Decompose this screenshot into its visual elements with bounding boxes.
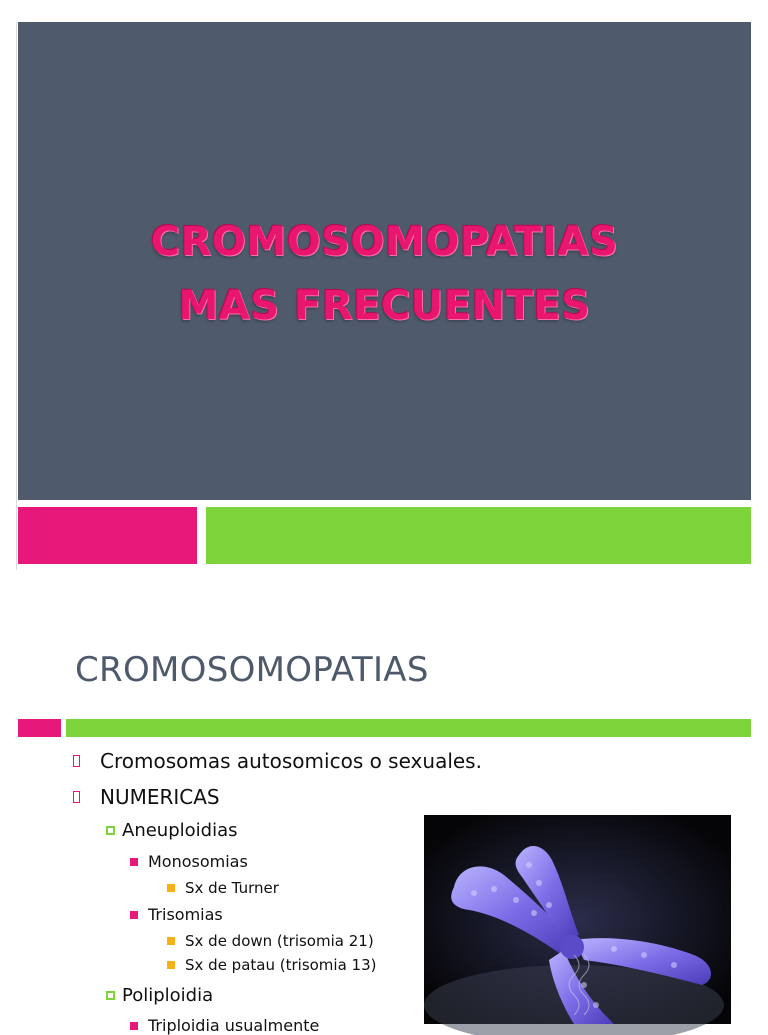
bullet-icon (73, 755, 80, 767)
title-slide-panel (18, 22, 751, 500)
bullet-item (130, 852, 248, 871)
bullet-item (73, 749, 482, 773)
slide-border-line (16, 22, 17, 570)
chromosome-illustration (424, 815, 731, 1024)
slide-title: CROMOSOMOPATIAS (75, 650, 429, 690)
bullet-text: Sx de Turner (185, 879, 279, 897)
bullet-item (130, 1016, 319, 1035)
bullet-text: Cromosomas autosomicos o sexuales. (100, 749, 482, 773)
square-bullet-icon (106, 826, 115, 835)
bullet-text: Sx de down (trisomia 21) (185, 932, 374, 950)
bullet-text: Trisomias (148, 905, 223, 924)
bullet-item (167, 879, 279, 897)
bullet-text: Monosomias (148, 852, 248, 871)
bullet-item (106, 985, 213, 1006)
bullet-text: Aneuploidias (122, 820, 238, 841)
square-bullet-icon (106, 991, 115, 1000)
pink-accent-bar-small (18, 719, 61, 737)
bullet-text: NUMERICAS (100, 785, 220, 809)
bullet-text: Poliploidia (122, 985, 214, 1006)
bullet-text: Triploidia usualmente (148, 1016, 320, 1035)
title-line-1: CROMOSOMOPATIAS (150, 219, 619, 265)
square-bullet-icon (167, 884, 175, 892)
green-accent-bar (206, 507, 751, 564)
bullet-item (73, 785, 220, 809)
bullet-item (167, 932, 374, 950)
bullet-item (167, 956, 376, 974)
pink-accent-bar (18, 507, 197, 564)
square-bullet-icon (130, 911, 138, 919)
title-slide-heading (18, 210, 751, 338)
bullet-text: Sx de patau (trisomia 13) (185, 956, 377, 974)
square-bullet-icon (130, 858, 138, 866)
square-bullet-icon (167, 961, 175, 969)
square-bullet-icon (167, 937, 175, 945)
bullet-item (106, 820, 237, 841)
square-bullet-icon (130, 1022, 138, 1030)
title-line-2: MAS FRECUENTES (178, 283, 591, 329)
bullet-item (130, 905, 223, 924)
chromosome-image (424, 815, 731, 1024)
bullet-icon (73, 791, 80, 803)
green-accent-bar-long (66, 719, 751, 737)
